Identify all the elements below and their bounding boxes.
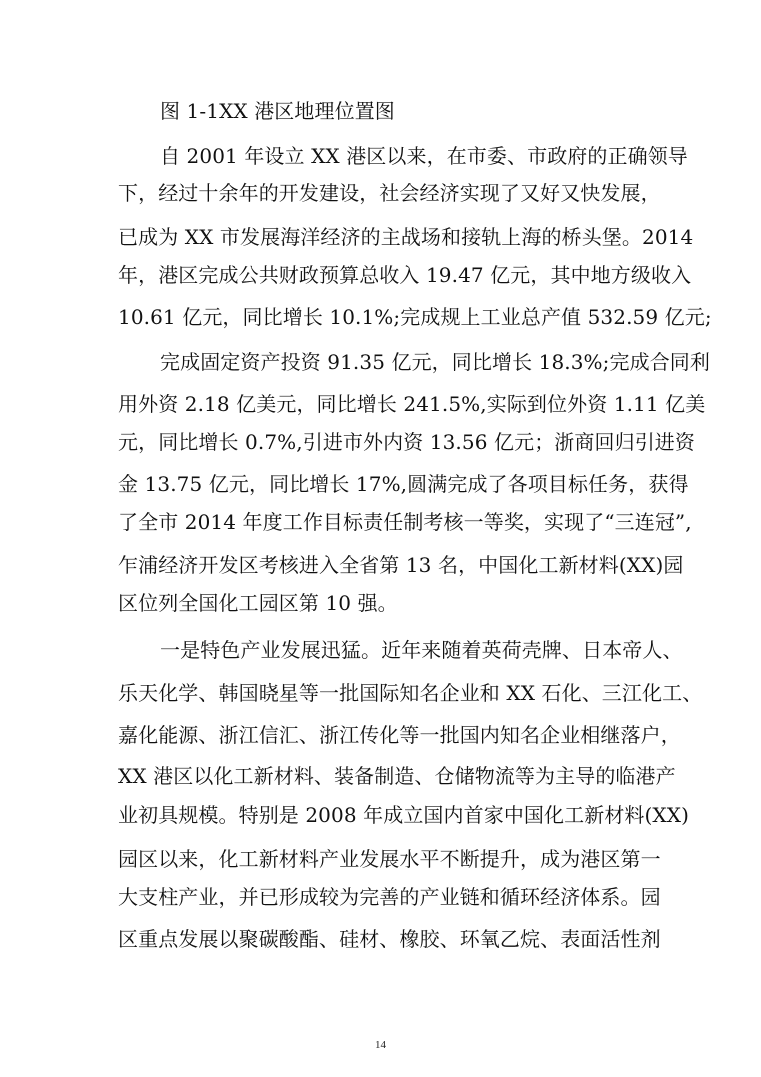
paragraph-2-line-1: 完成固定资产投资 91.35 亿元，同比增长 18.3%;完成合同利 bbox=[160, 350, 711, 374]
paragraph-1-line-3: 已成为 XX 市发展海洋经济的主战场和接轨上海的桥头堡。2014 bbox=[118, 225, 694, 249]
paragraph-3-line-4: XX 港区以化工新材料、装备制造、仓储物流等为主导的临港产 bbox=[118, 764, 676, 788]
paragraph-3-line-5: 业初具规模。特别是 2008 年成立国内首家中国化工新材料(XX) bbox=[118, 803, 689, 827]
paragraph-2-line-2: 用外资 2.18 亿美元，同比增长 241.5%,实际到位外资 1.11 亿美 bbox=[118, 392, 706, 416]
paragraph-3-line-1: 一是特色产业发展迅猛。近年来随着英荷壳牌、日本帝人、 bbox=[160, 638, 683, 662]
paragraph-1-line-2: 下，经过十余年的开发建设，社会经济实现了又好又快发展， bbox=[118, 181, 661, 205]
figure-caption: 图 1-1XX 港区地理位置图 bbox=[160, 99, 395, 123]
paragraph-2-line-7: 区位列全国化工园区第 10 强。 bbox=[118, 591, 398, 615]
paragraph-1-line-1: 自 2001 年设立 XX 港区以来，在市委、市政府的正确领导 bbox=[160, 144, 688, 168]
paragraph-2-line-3: 元，同比增长 0.7%,引进市外内资 13.56 亿元；浙商回归引进资 bbox=[118, 430, 695, 454]
paragraph-2-line-5: 了全市 2014 年度工作目标责任制考核一等奖，实现了“三连冠”, bbox=[118, 510, 692, 534]
paragraph-2-line-4: 金 13.75 亿元，同比增长 17%,圆满完成了各项目标任务，获得 bbox=[118, 472, 689, 496]
page-number: 14 bbox=[375, 1039, 386, 1051]
paragraph-2-line-6: 乍浦经济开发区考核进入全省第 13 名，中国化工新材料(XX)园 bbox=[118, 553, 684, 577]
paragraph-3-line-7: 大支柱产业，并已形成较为完善的产业链和循环经济体系。园 bbox=[118, 885, 661, 909]
paragraph-1-line-4: 年，港区完成公共财政预算总收入 19.47 亿元，其中地方级收入 bbox=[118, 263, 692, 287]
paragraph-3-line-6: 园区以来，化工新材料产业发展水平不断提升，成为港区第一 bbox=[118, 847, 661, 871]
paragraph-3-line-8: 区重点发展以聚碳酸酯、硅材、橡胶、环氧乙烷、表面活性剂 bbox=[118, 927, 661, 951]
paragraph-3-line-3: 嘉化能源、浙江信汇、浙江传化等一批国内知名企业相继落户， bbox=[118, 723, 681, 747]
paragraph-3-line-2: 乐天化学、韩国晓星等一批国际知名企业和 XX 石化、三江化工、 bbox=[118, 681, 703, 705]
paragraph-1-line-5: 10.61 亿元，同比增长 10.1%;完成规上工业总产值 532.59 亿元; bbox=[118, 305, 712, 329]
